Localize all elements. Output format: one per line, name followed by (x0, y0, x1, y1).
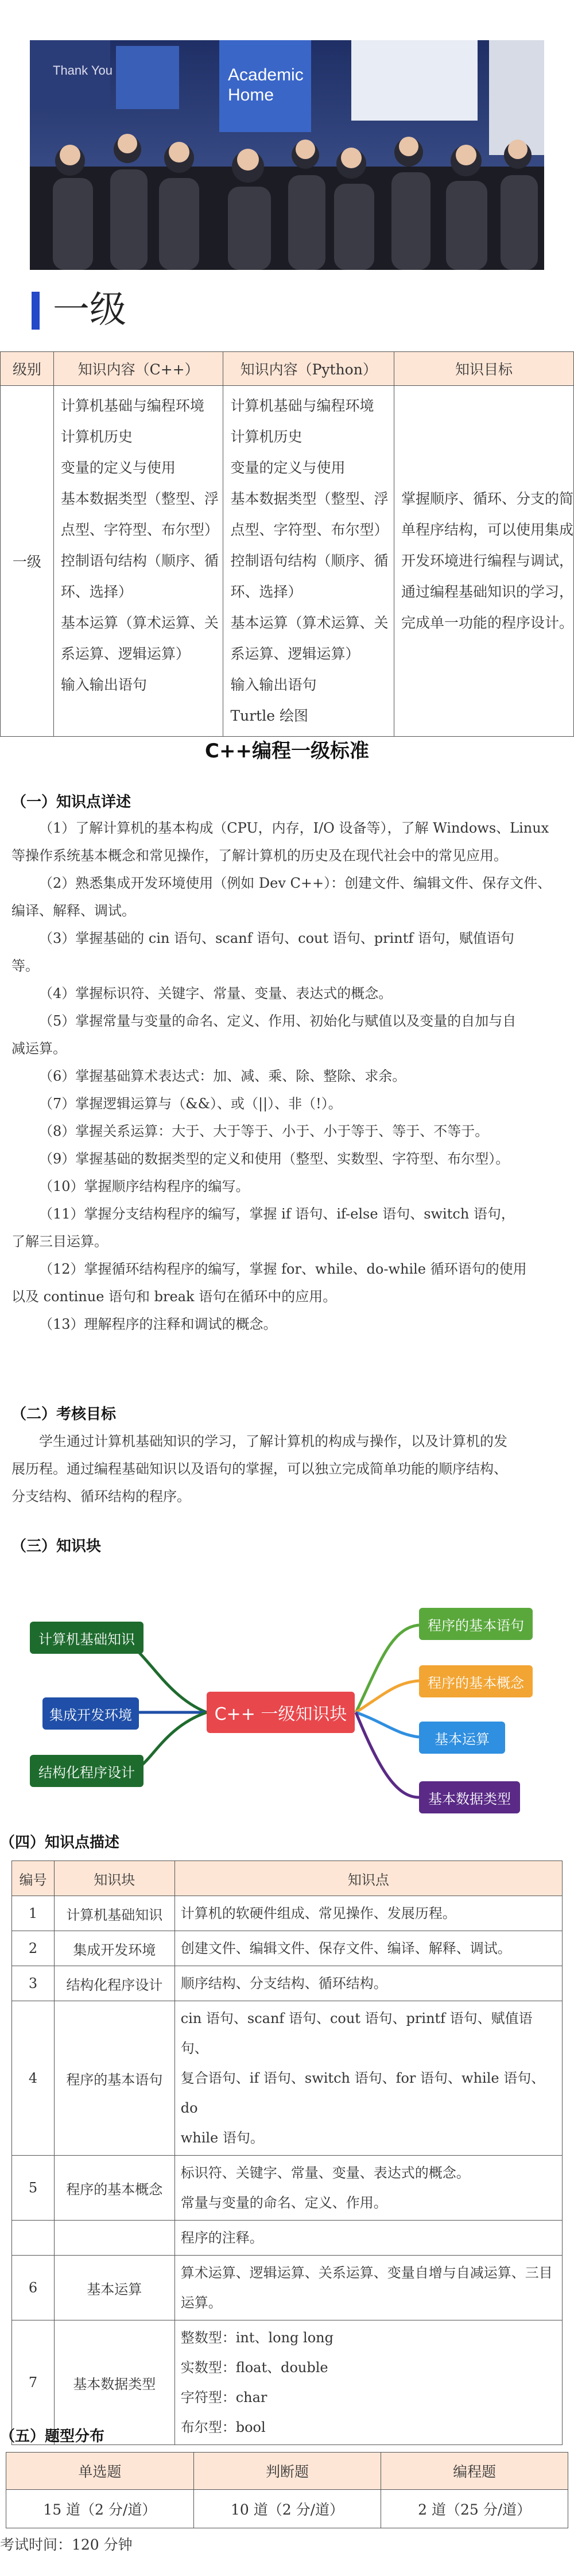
true-false-count: 10 道（2 分/道） (193, 2490, 381, 2528)
knowledge-item-line: （12）掌握循环结构程序的编写，掌握 for、while、do-while 循环语句的使用 (39, 1261, 527, 1277)
cell-line: 单程序结构，可以使用集成 (401, 521, 573, 538)
cell-line: 系运算、逻辑运算） (60, 645, 190, 662)
knowledge-item-line: （9）掌握基础的数据类型的定义和使用（整型、实数型、字符型、布尔型）。 (39, 1151, 510, 1167)
header-points: 知识点 (174, 1861, 562, 1896)
section-2-title: （二）考核目标 (11, 1406, 117, 1423)
mind-map-node-basic-concepts: 程序的基本概念 (419, 1665, 533, 1697)
row-number: 2 (12, 1931, 55, 1966)
point-line: 运算。 (180, 2295, 222, 2311)
cell-line: 变量的定义与使用 (230, 459, 346, 476)
header-true-false: 判断题 (193, 2453, 381, 2490)
knowledge-table (11, 1861, 563, 2445)
python-content (223, 386, 394, 736)
goal-line: 展历程。通过编程基础知识以及语句的掌握，可以独立完成简单功能的顺序结构、 (11, 1461, 507, 1477)
header-programming: 编程题 (381, 2453, 568, 2490)
cell-line: Turtle 绘图 (230, 707, 308, 724)
cell-line: 计算机基础与编程环境 (60, 397, 204, 414)
row-points (174, 1931, 562, 1966)
cell-line: 完成单一功能的程序设计。 (401, 614, 573, 631)
cell-line: 输入输出语句 (230, 676, 317, 693)
point-line: 顺序结构、分支结构、循环结构。 (180, 1975, 387, 1991)
row-points (174, 1966, 562, 2001)
point-line: 标识符、关键字、常量、变量、表达式的概念。 (180, 2165, 470, 2181)
goal-line: 分支结构、循环结构的程序。 (11, 1488, 191, 1504)
mind-map-node-basic-statements: 程序的基本语句 (419, 1608, 533, 1640)
header-single-choice: 单选题 (6, 2453, 194, 2490)
cell-line: 环、选择） (60, 583, 133, 600)
section-5-title: （五）题型分布 (0, 2428, 105, 2445)
cell-line: 基本数据类型（整型、浮 (230, 490, 389, 507)
level-heading: 一级 (53, 289, 126, 331)
point-line: 整数型：int、long long (180, 2330, 333, 2346)
section-2-body (11, 1428, 568, 1510)
section-1-title: （一）知识点详述 (11, 794, 131, 811)
row-number: 7 (12, 2320, 55, 2445)
row-number: 6 (12, 2256, 55, 2320)
conference-photo (30, 40, 544, 270)
row-block: 计算机基础知识 (54, 1896, 174, 1931)
row-number: 4 (12, 2001, 55, 2156)
knowledge-item-line: （2）熟悉集成开发环境使用（例如 Dev C++）：创建文件、编辑文件、保存文件、 (39, 875, 552, 891)
mind-map-node-basic-data-types: 基本数据类型 (419, 1781, 520, 1813)
row-number: 1 (12, 1896, 55, 1931)
knowledge-item-line: （13）理解程序的注释和调试的概念。 (39, 1316, 277, 1332)
cell-line: 环、选择） (230, 583, 302, 600)
header-level: 级别 (1, 352, 54, 386)
row-block: 程序的基本概念 (54, 2156, 174, 2221)
hero-banner-text: Thank You (53, 63, 113, 78)
cell-line: 基本运算（算术运算、关 (230, 614, 389, 631)
knowledge-item-line: 等。 (11, 958, 39, 974)
point-line: 程序的注释。 (180, 2230, 263, 2246)
point-line: 算术运算、逻辑运算、关系运算、变量自增与自减运算、三目 (180, 2265, 553, 2281)
row-block: 程序的基本语句 (54, 2001, 174, 2156)
cell-line: 输入输出语句 (60, 676, 147, 693)
header-python: 知识内容（Python） (223, 352, 394, 386)
cell-line: 系运算、逻辑运算） (230, 645, 360, 662)
heading-accent-bar (32, 292, 40, 330)
header-cpp: 知识内容（C++） (53, 352, 223, 386)
document-title: C++编程一级标准 (205, 740, 369, 763)
cell-line: 基本运算（算术运算、关 (60, 614, 219, 631)
point-line: cin 语句、scanf 语句、cout 语句、printf 语句、赋值语句、 (180, 2010, 533, 2056)
point-line: 常量与变量的命名、定义、作用。 (180, 2195, 387, 2211)
knowledge-item-line: 编译、解释、调试。 (11, 903, 135, 919)
row-points (174, 1896, 562, 1931)
cell-line: 掌握顺序、循环、分支的简 (401, 490, 573, 507)
cell-line: 计算机历史 (60, 428, 133, 445)
knowledge-item-line: （3）掌握基础的 cin 语句、scanf 语句、cout 语句、printf 语句，赋值语句 (39, 930, 514, 946)
knowledge-item-line: （6）掌握基础算术表达式：加、减、乘、除、整除、求余。 (39, 1068, 406, 1084)
knowledge-item-line: （1）了解计算机的基本构成（CPU，内存，I/O 设备等），了解 Windows、Linux (39, 820, 549, 836)
cell-line: 点型、字符型、布尔型） (60, 521, 219, 538)
cell-line: 通过编程基础知识的学习， (401, 583, 573, 600)
table-row (12, 2001, 563, 2156)
row-number: 5 (12, 2156, 55, 2221)
point-line: 创建文件、编辑文件、保存文件、编译、解释、调试。 (180, 1940, 511, 1956)
cell-line: 计算机历史 (230, 428, 302, 445)
exam-time: 考试时间：120 分钟 (0, 2536, 133, 2553)
row-number (12, 2221, 55, 2256)
point-line: 计算机的软硬件组成、常见操作、发展历程。 (180, 1905, 456, 1921)
table-row (12, 2156, 563, 2221)
knowledge-item-line: 等操作系统基本概念和常见操作，了解计算机的历史及在现代社会中的常见应用。 (11, 848, 507, 864)
row-block: 结构化程序设计 (54, 1966, 174, 2001)
knowledge-item-line: （4）掌握标识符、关键字、常量、变量、表达式的概念。 (39, 985, 393, 1001)
row-block: 基本运算 (54, 2256, 174, 2320)
cell-line: 点型、字符型、布尔型） (230, 521, 389, 538)
goal-content (394, 479, 573, 643)
row-block (54, 2221, 174, 2256)
mind-map-node-computer-basics: 计算机基础知识 (30, 1622, 144, 1654)
cell-line: 开发环境进行编程与调试， (401, 552, 573, 569)
section-4-title: （四）知识点描述 (0, 1834, 120, 1851)
level-table (0, 351, 574, 737)
knowledge-item-line: （10）掌握顺序结构程序的编写。 (39, 1178, 250, 1194)
cell-line: 计算机基础与编程环境 (230, 397, 374, 414)
level-cell: 一级 (1, 386, 54, 737)
row-block: 集成开发环境 (54, 1931, 174, 1966)
question-type-table (6, 2452, 568, 2528)
row-points (174, 2256, 562, 2320)
knowledge-item-line: （11）掌握分支结构程序的编写，掌握 if 语句、if-else 语句、switch 语句， (39, 1206, 515, 1222)
mind-map-node-ide: 集成开发环境 (42, 1697, 139, 1730)
mind-map-center-node: C++ 一级知识块 (207, 1692, 355, 1733)
knowledge-item-line: （7）掌握逻辑运算与（&&）、或（||）、非（!）。 (39, 1096, 342, 1112)
table-row (12, 2221, 563, 2256)
mind-map (0, 1562, 574, 1826)
knowledge-item-line: 了解三目运算。 (11, 1233, 108, 1250)
section-1-body (11, 814, 568, 1338)
point-line: 复合语句、if 语句、switch 语句、for 语句、while 语句、do (180, 2070, 545, 2116)
cell-line: 控制语句结构（顺序、循 (60, 552, 219, 569)
knowledge-item-line: 以及 continue 语句和 break 语句在循环中的应用。 (11, 1289, 337, 1305)
row-points (174, 2320, 562, 2445)
table-row (12, 1966, 563, 2001)
point-line: 字符型：char (180, 2389, 267, 2405)
knowledge-item-line: （8）掌握关系运算：大于、大于等于、小于、小于等于、等于、不等于。 (39, 1123, 489, 1139)
row-points (174, 2221, 562, 2256)
cell-line: 控制语句结构（顺序、循 (230, 552, 389, 569)
table-row (12, 2256, 563, 2320)
row-block: 基本数据类型 (54, 2320, 174, 2445)
svg-text:Home: Home (228, 86, 274, 105)
knowledge-item-line: （5）掌握常量与变量的命名、定义、作用、初始化与赋值以及变量的自加与自 (39, 1013, 517, 1029)
programming-count: 2 道（25 分/道） (381, 2490, 568, 2528)
mind-map-node-structured-programming: 结构化程序设计 (30, 1755, 144, 1787)
point-line: 布尔型：bool (180, 2419, 266, 2435)
table-row (12, 1931, 563, 1966)
cell-line: 基本数据类型（整型、浮 (60, 490, 219, 507)
point-line: 实数型：float、double (180, 2360, 328, 2376)
header-block: 知识块 (54, 1861, 174, 1896)
row-number: 3 (12, 1966, 55, 2001)
hero-screen-text: Academic (228, 65, 304, 84)
point-line: while 语句。 (180, 2130, 264, 2146)
section-3-title: （三）知识块 (11, 1538, 102, 1555)
cell-line: 变量的定义与使用 (60, 459, 176, 476)
header-goal: 知识目标 (394, 352, 573, 386)
goal-line: 学生通过计算机基础知识的学习，了解计算机的构成与操作，以及计算机的发 (39, 1433, 507, 1449)
single-choice-count: 15 道（2 分/道） (6, 2490, 194, 2528)
header-no: 编号 (12, 1861, 55, 1896)
knowledge-item-line: 减运算。 (11, 1041, 67, 1057)
mind-map-node-basic-operations: 基本运算 (419, 1722, 505, 1754)
table-row (12, 1896, 563, 1931)
cpp-content (54, 386, 223, 705)
row-points (174, 2156, 562, 2221)
row-points (174, 2001, 562, 2156)
